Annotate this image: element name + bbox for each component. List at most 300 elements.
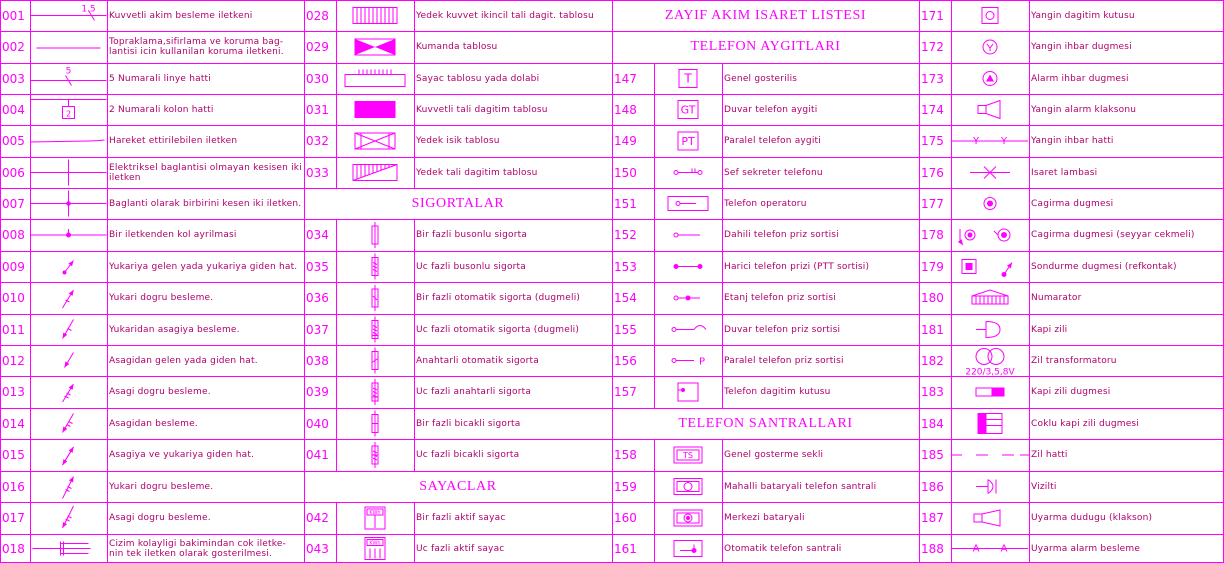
symbol-description-text: Cizim kolayligi bakimindan cok iletke- nin tek iletken olarak gosterilmesi. <box>109 538 287 559</box>
grid-line-horizontal <box>919 125 1224 126</box>
feed-down-icon-graphic <box>30 376 107 408</box>
grid-line-horizontal <box>612 31 919 32</box>
grid-line-horizontal <box>0 408 304 409</box>
symbol-description <box>722 157 919 188</box>
power-distribution-panel-icon <box>336 94 414 125</box>
grid-line-horizontal <box>0 376 304 377</box>
symbol-number <box>0 94 30 125</box>
symbol-number <box>304 219 336 251</box>
symbol-number-text: 040 <box>306 416 329 431</box>
line-5-icon <box>30 63 107 94</box>
symbol-number-text: 036 <box>306 291 329 305</box>
symbol-description-text: Uyarma alarm besleme <box>1031 543 1141 554</box>
symbol-number <box>0 188 30 219</box>
parallel-telephone-icon <box>654 125 722 157</box>
symbol-number <box>0 251 30 282</box>
symbol-description-text: Baglanti olarak birbirini kesen iki iletken. <box>109 198 302 209</box>
grid-line-horizontal <box>304 63 612 64</box>
symbol-number <box>612 439 654 471</box>
symbol-description-text: Yangin ihbar hatti <box>1031 136 1114 146</box>
svg-text:1.5: 1.5 <box>81 4 96 15</box>
symbol-description <box>414 345 612 376</box>
annunciator-icon <box>951 282 1029 314</box>
phone-distribution-box-icon <box>654 376 722 408</box>
symbol-number-text: 175 <box>921 134 944 148</box>
single-phase-fuse-icon-graphic <box>336 219 414 251</box>
symbol-description <box>107 408 304 439</box>
symbol-number-text: 031 <box>306 102 329 117</box>
grid-line-horizontal <box>919 376 1224 377</box>
grid-line-vertical <box>654 63 655 408</box>
fire-alarm-button-icon <box>951 31 1029 63</box>
symbol-description <box>1029 63 1224 94</box>
symbol-number-text: 149 <box>614 134 637 148</box>
grid-line-horizontal <box>304 125 612 126</box>
feed-up-icon-graphic <box>30 282 107 314</box>
grid-line-horizontal <box>304 534 612 535</box>
buzzer-icon-graphic <box>951 471 1029 502</box>
symbol-number <box>919 314 951 345</box>
grid-line-horizontal <box>304 219 612 220</box>
symbol-description <box>1029 94 1224 125</box>
grid-line-vertical <box>336 502 337 563</box>
symbol-number-text: 158 <box>614 448 637 462</box>
grid-line-horizontal <box>612 471 919 472</box>
symbol-number-text: 039 <box>306 385 329 399</box>
symbol-number <box>919 439 951 471</box>
symbol-description-text: Uc fazli otomatik sigorta (dugmeli) <box>416 324 580 335</box>
door-bell-button-icon <box>951 376 1029 408</box>
exchange-general-icon-graphic <box>654 439 722 471</box>
symbol-number <box>0 314 30 345</box>
symbol-description-text: Yangin dagitim kutusu <box>1031 10 1135 21</box>
pull-call-button-icon-graphic <box>951 219 1029 251</box>
bell-transformer-icon-graphic <box>951 345 1029 376</box>
symbol-number <box>304 94 336 125</box>
symbol-description <box>722 345 919 376</box>
wall-socket-icon-graphic <box>654 314 722 345</box>
signal-lamp-icon-graphic <box>951 157 1029 188</box>
operator-icon-graphic <box>654 188 722 219</box>
symbol-description <box>107 471 304 502</box>
three-phase-mcb-icon <box>336 314 414 345</box>
grid-line-horizontal <box>612 94 919 95</box>
symbol-description <box>107 251 304 282</box>
symbol-description-text: Merkezi bataryali <box>724 513 805 523</box>
grid-line-horizontal <box>304 31 612 32</box>
symbol-number-text: 006 <box>2 165 25 180</box>
symbol-description <box>1029 534 1224 563</box>
three-phase-fuse-icon <box>336 251 414 282</box>
symbol-number <box>919 345 951 376</box>
fire-alarm-line-icon <box>951 125 1029 157</box>
connected-cross-icon <box>30 188 107 219</box>
symbol-number <box>919 0 951 31</box>
grid-line-horizontal <box>919 345 1224 346</box>
symbol-description-text: Otomatik telefon santrali <box>724 543 842 554</box>
symbol-number-text: 005 <box>2 134 25 148</box>
local-battery-exchange-icon-graphic <box>654 471 722 502</box>
grid-line-horizontal <box>919 314 1224 315</box>
symbol-number-text: 174 <box>921 102 944 117</box>
feed-down-icon <box>30 376 107 408</box>
fire-horn-icon <box>951 94 1029 125</box>
wall-telephone-icon <box>654 94 722 125</box>
symbol-number <box>919 94 951 125</box>
feed-down-double-icon <box>30 502 107 534</box>
symbol-number <box>304 157 336 188</box>
symbol-description <box>107 282 304 314</box>
symbol-number-text: 041 <box>306 448 329 462</box>
grid-line-horizontal <box>304 314 612 315</box>
symbol-number-text: 183 <box>921 385 944 399</box>
grid-line-horizontal <box>0 251 304 252</box>
symbol-description <box>107 314 304 345</box>
symbol-description <box>1029 188 1224 219</box>
symbol-description-text: Zil transformatoru <box>1031 355 1117 366</box>
symbol-description-text: Anahtarli otomatik sigorta <box>416 355 539 366</box>
header-telefon-santrallari <box>612 408 919 439</box>
symbol-number-text: 185 <box>921 448 944 462</box>
line-1.5-icon-graphic <box>30 0 107 31</box>
single-phase-mcb-icon <box>336 282 414 314</box>
symbol-description-text: Sayac tablosu yada dolabi <box>416 73 540 84</box>
symbol-description <box>107 345 304 376</box>
grid-line-horizontal <box>919 471 1224 472</box>
symbol-description <box>414 251 612 282</box>
symbol-number <box>919 188 951 219</box>
symbol-description <box>722 63 919 94</box>
symbol-number-text: 029 <box>306 40 329 54</box>
symbol-number-text: 182 <box>921 353 944 368</box>
symbol-number-text: 004 <box>2 102 25 117</box>
symbol-number <box>919 157 951 188</box>
symbol-description <box>107 376 304 408</box>
three-phase-fuse-icon-graphic <box>336 251 414 282</box>
symbol-number-text: 188 <box>921 541 944 556</box>
symbol-description-text: Etanj telefon priz sortisi <box>724 293 836 303</box>
symbol-number-text: 150 <box>614 165 637 180</box>
grid-line-horizontal <box>304 502 612 503</box>
symbol-number-text: 173 <box>921 71 944 86</box>
multi-conductor-icon <box>30 534 107 563</box>
symbol-number <box>304 376 336 408</box>
symbol-description <box>107 0 304 31</box>
local-battery-exchange-icon <box>654 471 722 502</box>
alarm-feed-line-icon <box>951 534 1029 563</box>
symbol-description <box>414 282 612 314</box>
waterproof-socket-icon-graphic <box>654 282 722 314</box>
alarm-feed-line-icon-graphic <box>951 534 1029 563</box>
symbol-number <box>919 534 951 563</box>
symbol-description-text: Yukariya gelen yada yukariya giden hat. <box>109 261 298 272</box>
grid-line-horizontal <box>0 157 304 158</box>
symbol-number-text: 011 <box>2 322 25 337</box>
symbol-number-text: 154 <box>614 291 637 305</box>
grid-line-horizontal <box>919 31 1224 32</box>
grid-line-horizontal <box>612 63 919 64</box>
external-socket-icon-graphic <box>654 251 722 282</box>
symbol-number <box>304 439 336 471</box>
symbol-description <box>107 157 304 188</box>
symbol-number-text: 015 <box>2 448 25 462</box>
symbol-description-text: 2 Numarali kolon hatti <box>109 104 214 115</box>
grid-line-horizontal <box>304 251 612 252</box>
movable-conductor-icon-graphic <box>30 125 107 157</box>
symbol-number-text: 028 <box>306 8 329 23</box>
symbol-description-text: Duvar telefon priz sortisi <box>724 324 841 335</box>
three-phase-knife-fuse-icon-graphic <box>336 439 414 471</box>
warning-horn-icon-graphic <box>951 502 1029 534</box>
symbol-description-text: Kuvvetli akim besleme iletkeni <box>109 10 253 21</box>
call-button-icon <box>951 188 1029 219</box>
symbol-number <box>0 345 30 376</box>
symbol-description <box>722 219 919 251</box>
symbol-number <box>0 376 30 408</box>
symbol-description <box>722 439 919 471</box>
symbol-description <box>722 502 919 534</box>
symbol-number <box>0 125 30 157</box>
symbol-number-text: 035 <box>306 259 329 274</box>
symbol-number <box>304 31 336 63</box>
symbol-description-text: Asagi dogru besleme. <box>109 387 211 397</box>
symbol-number-text: 038 <box>306 353 329 368</box>
grid-line-horizontal <box>304 471 612 472</box>
bell-line-icon <box>951 439 1029 471</box>
symbol-description <box>722 188 919 219</box>
grid-line-horizontal <box>0 502 304 503</box>
single-phase-meter-icon-graphic <box>336 502 414 534</box>
grid-line-horizontal <box>919 251 1224 252</box>
grid-line-horizontal <box>0 314 304 315</box>
symbol-description <box>107 219 304 251</box>
grid-line-horizontal <box>612 219 919 220</box>
alarm-button-icon-graphic <box>951 63 1029 94</box>
symbol-number <box>304 345 336 376</box>
svg-text:220/3,5,8V: 220/3,5,8V <box>965 367 1015 376</box>
fire-alarm-line-icon-graphic <box>951 125 1029 157</box>
feed-down-from-above-icon <box>30 314 107 345</box>
symbol-number <box>612 314 654 345</box>
power-distribution-panel-icon-graphic <box>336 94 414 125</box>
symbol-number-text: 012 <box>2 353 25 368</box>
symbol-description-text: Alarm ihbar dugmesi <box>1031 73 1129 84</box>
up-down-line-icon-graphic <box>30 439 107 471</box>
symbol-description-text: Cagirma dugmesi <box>1031 198 1114 209</box>
symbol-number <box>0 439 30 471</box>
secretary-phone-icon-graphic <box>654 157 722 188</box>
symbol-description-text: 5 Numarali linye hatti <box>109 73 211 84</box>
symbol-number-text: 180 <box>921 291 944 305</box>
symbol-number-text: 008 <box>2 228 25 242</box>
symbol-description <box>107 94 304 125</box>
symbol-description-text: Asagiya ve yukariya giden hat. <box>109 450 255 460</box>
internal-socket-icon-graphic <box>654 219 722 251</box>
grid-line-vertical <box>654 439 655 563</box>
grid-line-horizontal <box>304 345 612 346</box>
grid-line-horizontal <box>919 157 1224 158</box>
bell-line-icon-graphic <box>951 439 1029 471</box>
symbol-description <box>1029 31 1224 63</box>
riser-down-icon-graphic <box>30 345 107 376</box>
symbol-description <box>107 63 304 94</box>
symbol-number <box>919 376 951 408</box>
grid-line-horizontal <box>919 282 1224 283</box>
exchange-general-icon <box>654 439 722 471</box>
grid-line-horizontal <box>612 502 919 503</box>
symbol-description <box>414 157 612 188</box>
crossing-conductors-icon <box>30 157 107 188</box>
svg-text:T: T <box>684 71 692 86</box>
grid-line-horizontal <box>0 219 304 220</box>
symbol-number <box>304 125 336 157</box>
header-telefon-aygitlari-text: TELEFON AYGITLARI <box>690 39 841 54</box>
symbol-number <box>612 471 654 502</box>
riser-down-icon <box>30 345 107 376</box>
grid-line-horizontal <box>304 376 612 377</box>
symbol-description-text: Bir iletkenden kol ayrilmasi <box>109 230 237 240</box>
spare-distribution-panel-icon-graphic <box>336 157 414 188</box>
symbol-number <box>612 188 654 219</box>
symbol-number-text: 179 <box>921 259 944 274</box>
symbol-description-text: Yukaridan asagiya besleme. <box>109 324 240 335</box>
alarm-button-icon <box>951 63 1029 94</box>
symbol-description-text: Yedek kuvvet ikincil tali dagit. tablosu <box>416 10 594 21</box>
symbol-number <box>919 63 951 94</box>
automatic-exchange-icon <box>654 534 722 563</box>
column-line-2-icon-graphic <box>30 94 107 125</box>
crossing-conductors-icon-graphic <box>30 157 107 188</box>
symbol-description-text: Asagidan gelen yada giden hat. <box>109 355 258 366</box>
symbol-description-text: Vizilti <box>1031 481 1057 492</box>
svg-text:TS: TS <box>683 451 693 460</box>
grid-line-horizontal <box>612 125 919 126</box>
svg-text:Y: Y <box>1000 136 1008 147</box>
fire-alarm-button-icon-graphic <box>951 31 1029 63</box>
symbol-number-text: 151 <box>614 196 637 211</box>
symbol-number <box>0 63 30 94</box>
automatic-exchange-icon-graphic <box>654 534 722 563</box>
header-telefon-aygitlari <box>612 31 919 63</box>
symbol-description-text: Kapi zili dugmesi <box>1031 387 1111 397</box>
symbol-description <box>1029 502 1224 534</box>
protective-conductor-line-icon-graphic <box>30 31 107 63</box>
call-button-icon-graphic <box>951 188 1029 219</box>
symbol-number <box>919 471 951 502</box>
symbol-number <box>919 502 951 534</box>
grid-line-horizontal <box>0 125 304 126</box>
symbol-description-text: Coklu kapi zili dugmesi <box>1031 418 1140 429</box>
single-phase-mcb-icon-graphic <box>336 282 414 314</box>
riser-up-icon <box>30 251 107 282</box>
wall-socket-icon <box>654 314 722 345</box>
symbol-description <box>414 439 612 471</box>
symbol-number-text: 043 <box>306 541 329 556</box>
symbol-description-text: Yukari dogru besleme. <box>109 481 214 492</box>
grid-line-horizontal <box>612 439 919 440</box>
symbol-number-text: 153 <box>614 259 637 274</box>
internal-socket-icon <box>654 219 722 251</box>
symbol-description-text: Genel gosterilis <box>724 73 798 84</box>
symbol-number-text: 030 <box>306 71 329 86</box>
symbol-description <box>1029 376 1224 408</box>
symbol-number <box>304 0 336 31</box>
symbol-description-text: Bir fazli otomatik sigorta (dugmeli) <box>416 293 581 303</box>
door-bell-icon-graphic <box>951 314 1029 345</box>
symbol-number-text: 160 <box>614 511 637 525</box>
wall-telephone-icon-graphic <box>654 94 722 125</box>
grid-line-horizontal <box>0 439 304 440</box>
symbol-number-text: 159 <box>614 479 637 494</box>
spare-lighting-panel-icon-graphic <box>336 125 414 157</box>
symbol-number <box>0 0 30 31</box>
branch-conductor-icon-graphic <box>30 219 107 251</box>
symbol-description-text: Numarator <box>1031 293 1082 303</box>
parallel-telephone-icon-graphic <box>654 125 722 157</box>
parallel-socket-icon-graphic <box>654 345 722 376</box>
symbol-number <box>919 251 951 282</box>
svg-text:A: A <box>1000 543 1008 555</box>
symbol-description-text: Yukari dogru besleme. <box>109 293 214 303</box>
symbol-description <box>1029 314 1224 345</box>
symbol-number-text: 013 <box>2 385 25 399</box>
symbol-number-text: 037 <box>306 322 329 337</box>
symbol-number <box>0 157 30 188</box>
symbol-description-text: Duvar telefon aygiti <box>724 104 818 115</box>
symbol-number-text: 148 <box>614 102 637 117</box>
symbol-number <box>304 502 336 534</box>
switched-mcb-icon-graphic <box>336 345 414 376</box>
grid-line-horizontal <box>612 376 919 377</box>
three-phase-switched-fuse-icon <box>336 376 414 408</box>
svg-text:P: P <box>698 356 706 368</box>
symbol-description <box>1029 282 1224 314</box>
symbol-description <box>414 314 612 345</box>
meter-panel-icon <box>336 63 414 94</box>
grid-line-horizontal <box>304 188 612 189</box>
symbol-description-text: Yangin alarm klaksonu <box>1031 104 1137 115</box>
symbol-description <box>722 314 919 345</box>
symbol-number <box>612 219 654 251</box>
grid-line-horizontal <box>0 31 304 32</box>
symbol-number-text: 172 <box>921 40 944 54</box>
warning-horn-icon <box>951 502 1029 534</box>
symbol-description <box>107 534 304 563</box>
symbol-description <box>414 502 612 534</box>
symbol-number <box>612 282 654 314</box>
symbol-number <box>304 314 336 345</box>
column-line-2-icon <box>30 94 107 125</box>
feed-up-double-icon-graphic <box>30 471 107 502</box>
symbol-description-text: Sef sekreter telefonu <box>724 167 823 178</box>
fire-horn-icon-graphic <box>951 94 1029 125</box>
annunciator-icon-graphic <box>951 282 1029 314</box>
fire-distribution-box-icon-graphic <box>951 0 1029 31</box>
grid-line-horizontal <box>919 219 1224 220</box>
symbol-number-text: 177 <box>921 196 944 211</box>
symbol-description-text: Yedek isik tablosu <box>416 136 500 146</box>
riser-up-icon-graphic <box>30 251 107 282</box>
symbol-number <box>304 282 336 314</box>
telephone-general-icon <box>654 63 722 94</box>
symbol-description <box>1029 439 1224 471</box>
grid-line-vertical <box>722 63 723 408</box>
svg-text:GT: GT <box>680 103 696 117</box>
symbol-description-text: Uc fazli anahtarli sigorta <box>416 387 532 397</box>
symbol-number <box>612 534 654 563</box>
svg-text:Y: Y <box>972 136 980 147</box>
symbol-number-text: 157 <box>614 385 637 399</box>
